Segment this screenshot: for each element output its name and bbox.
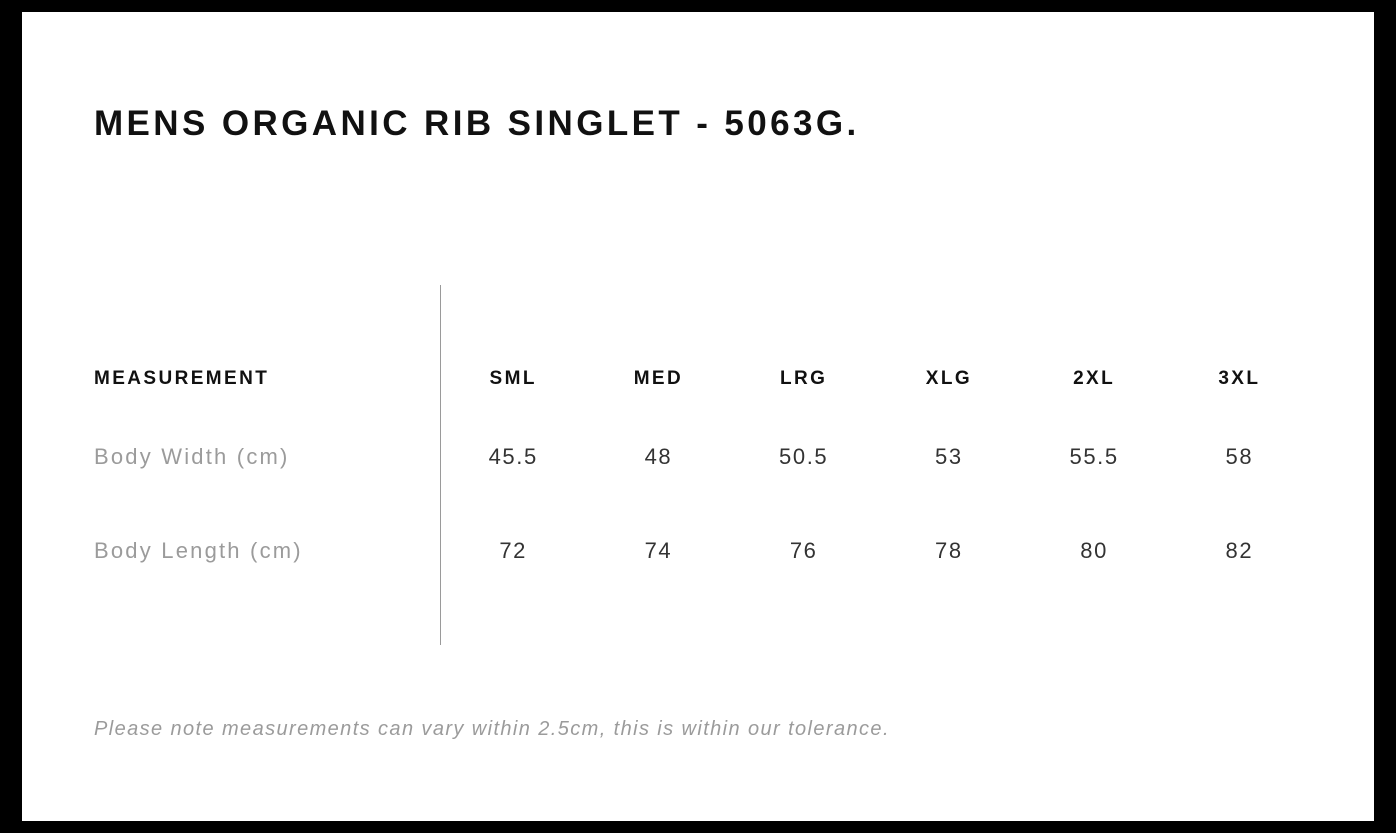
cell-body-width-2xl: 55.5 [1069,444,1119,469]
size-chart-table [94,348,1312,598]
cell-body-width-xlg: 53 [935,444,963,469]
cell-body-width-lrg: 50.5 [779,444,829,469]
column-header-sml: SML [489,368,537,389]
size-guide-sheet [22,12,1374,821]
cell-body-length-lrg: 76 [789,538,818,563]
column-header-xlg: XLG [925,368,973,389]
table-row [94,410,1312,504]
row-label-body-width: Body Width (cm) [94,444,290,469]
column-header-med: MED [633,368,684,389]
cell-body-width-3xl: 58 [1225,444,1254,469]
cell-body-length-sml: 72 [499,538,528,563]
page-title: MENS ORGANIC RIB SINGLET - 5063G. [94,104,860,143]
tolerance-note: Please note measurements can vary within 2.5cm, this is within our tolerance. [94,718,890,740]
cell-body-length-2xl: 80 [1080,538,1108,563]
column-header-2xl: 2XL [1073,368,1116,389]
cell-body-width-sml: 45.5 [488,444,538,469]
table-header-row [94,348,1312,410]
column-header-lrg: LRG [779,368,828,389]
table-row [94,504,1312,598]
column-header-measurement: MEASUREMENT [94,368,270,389]
column-header-3xl: 3XL [1218,368,1261,389]
cell-body-width-med: 48 [644,444,673,469]
cell-body-length-xlg: 78 [935,538,963,563]
cell-body-length-med: 74 [644,538,673,563]
row-label-body-length: Body Length (cm) [94,538,303,563]
cell-body-length-3xl: 82 [1225,538,1254,563]
